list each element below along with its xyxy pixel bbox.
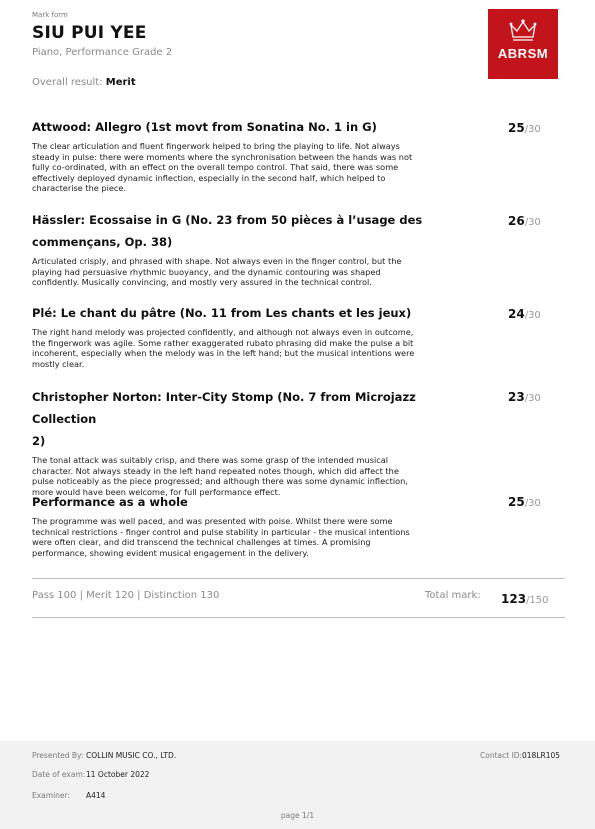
piece-title <box>32 302 472 324</box>
summary-bottom-divider <box>32 617 565 618</box>
comment-line: The programme was well paced, and was presented with poise. Whilst there were some <box>32 516 393 526</box>
piece-section <box>32 386 472 497</box>
contact-id-value: 018LR105 <box>522 751 561 760</box>
piece-title-line: Christopher Norton: Inter-City Stomp (No. 7 from Microjazz Collection <box>32 390 416 426</box>
presented-by-value: COLLIN MUSIC CO., LTD. <box>86 751 177 760</box>
comment-line: characterise the piece. <box>32 183 127 194</box>
piece-title <box>32 386 472 452</box>
piece-title-line: commençans, Op. 38) <box>32 235 173 249</box>
piece-mark <box>508 495 541 509</box>
comment-line: technical restrictions - finger control and pulse stability in particular - the musical intentions <box>32 526 410 537</box>
piece-mark <box>508 307 541 321</box>
overall-result <box>32 77 136 88</box>
presented-by-label: Presented By: <box>32 751 84 760</box>
piece-section <box>32 209 472 288</box>
mark-value: 25 <box>508 121 525 135</box>
footer <box>0 741 595 829</box>
piece-mark <box>508 121 541 135</box>
piece-title <box>32 116 472 138</box>
page-number: page 1/1 <box>280 811 315 820</box>
examiner-label: Examiner: <box>32 791 71 800</box>
mark-out-of: /30 <box>524 498 541 509</box>
total-mark-out-of: /150 <box>526 595 549 606</box>
piece-comment <box>32 141 472 194</box>
piece-title-line: Plé: Le chant du pâtre (No. 11 from Les chants et les jeux) <box>32 306 412 320</box>
comment-line: more would have been welcome, for full performance effect. <box>32 486 281 497</box>
comment-line: fully co-ordinated, with an effect on the overall tempo control. That said, there was some <box>32 162 399 173</box>
mark-value: 24 <box>508 307 525 321</box>
total-mark <box>501 592 549 606</box>
piece-comment <box>32 327 472 369</box>
comment-line: mostly clear. <box>32 358 85 369</box>
comment-line: The clear articulation and fluent fingerwork helped to bring the playing to life. Not always <box>32 141 400 151</box>
piece-mark <box>508 214 541 228</box>
exam-subtitle: Piano, Performance Grade 2 <box>32 47 173 58</box>
piece-title-line: Hässler: Ecossaise in G (No. 23 from 50 pièces à l’usage des <box>32 213 423 227</box>
comment-line: The tonal attack was suitably crisp, and there was some grasp of the intended musical <box>32 455 389 465</box>
logo-text: ABRSM <box>497 46 549 61</box>
mark-out-of: /30 <box>524 124 541 135</box>
piece-title <box>32 209 472 253</box>
overall-result-value: Merit <box>105 77 136 88</box>
summary-top-divider <box>32 578 565 579</box>
crown-icon <box>488 15 558 49</box>
grade-thresholds: Pass 100 | Merit 120 | Distinction 130 <box>32 590 220 601</box>
piece-title-line: 2) <box>32 434 46 448</box>
piece-comment <box>32 516 472 558</box>
comment-line: pulse noticeably as the piece progressed; and although there was some dynamic inflection, <box>32 476 408 487</box>
piece-title <box>32 491 472 513</box>
total-mark-label: Total mark: <box>425 590 481 601</box>
mark-out-of: /30 <box>524 217 541 228</box>
piece-section <box>32 302 472 369</box>
comment-line: were often clear, and did transcend the technical challenges at times. A promising <box>32 537 371 548</box>
comment-line: effectively deployed dynamic inflection, especially in the second half, which helped to <box>32 172 386 183</box>
piece-mark <box>508 390 541 404</box>
overall-result-label: Overall result: <box>32 77 103 88</box>
mark-out-of: /30 <box>524 310 541 321</box>
exam-date-value: 11 October 2022 <box>86 770 150 779</box>
candidate-name: SIU PUI YEE <box>32 23 147 43</box>
comment-line: character. Not always steady in the left hand repeated notes though, which did affect the <box>32 465 399 476</box>
piece-title-line: Attwood: Allegro (1st movt from Sonatina No. 1 in G) <box>32 120 377 134</box>
comment-line: incoherent, especially when the melody was in the left hand; but the musical intentions were <box>32 348 415 359</box>
piece-section <box>32 116 472 194</box>
form-label: Mark form <box>32 11 68 19</box>
comment-line: steady in pulse: there were moments where the synchronisation between the hands was not <box>32 151 413 162</box>
piece-section <box>32 491 472 558</box>
comment-line: Articulated crisply, and phrased with shape. Not always even in the finger control, but the <box>32 256 402 266</box>
comment-line: performance, showing evident musical engagement in the delivery. <box>32 547 309 558</box>
mark-out-of: /30 <box>524 393 541 404</box>
examiner-value: A414 <box>86 791 106 800</box>
abrsm-logo <box>488 9 558 79</box>
comment-line: The right hand melody was projected confidently, and although not always even in outcome, <box>32 327 414 337</box>
piece-title-line: Performance as a whole <box>32 495 188 509</box>
contact-id-label: Contact ID: <box>480 751 523 760</box>
piece-comment <box>32 256 472 288</box>
mark-value: 23 <box>508 390 525 404</box>
mark-value: 25 <box>508 495 525 509</box>
comment-line: the fingerwork was agile. Some rather exaggerated rubato phrasing did make the pulse a bit <box>32 337 414 348</box>
mark-value: 26 <box>508 214 525 228</box>
exam-date-label: Date of exam: <box>32 770 86 779</box>
total-mark-value: 123 <box>501 592 527 606</box>
comment-line: confidently. Musically convincing, and mostly very assured in the technical control. <box>32 277 372 288</box>
comment-line: playing had persuasive rhythmic buoyancy, and the dynamic contouring was shaped <box>32 266 381 277</box>
